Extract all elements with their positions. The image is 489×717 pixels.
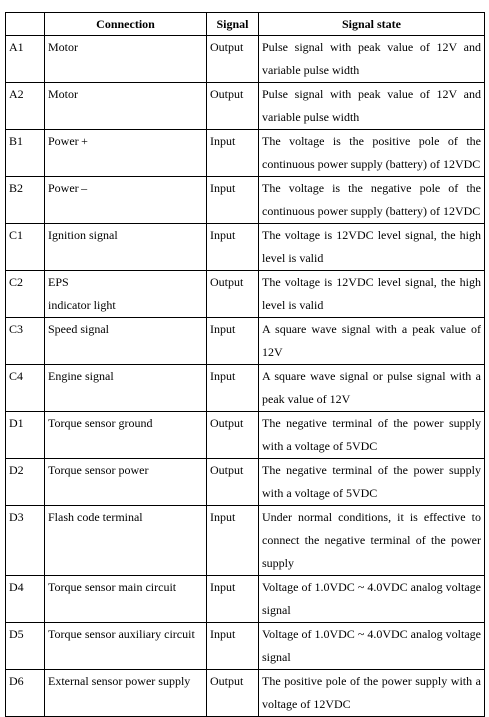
table-row xyxy=(6,36,485,83)
connection-cell: Motor xyxy=(45,36,207,83)
signal-cell: Input xyxy=(207,623,259,670)
signal-state-cell: The voltage is the negative pole of the continuous power supply (battery) of 12VDC xyxy=(259,177,485,224)
table-row xyxy=(6,271,485,318)
pin-id: A2 xyxy=(6,83,45,130)
signal-state-cell: The voltage is the positive pole of the continuous power supply (battery) of 12VDC xyxy=(259,130,485,177)
signal-state-cell: Voltage of 1.0VDC ~ 4.0VDC analog voltage signal xyxy=(259,576,485,623)
signal-cell: Output xyxy=(207,271,259,318)
signal-state-cell: Voltage of 1.0VDC ~ 4.0VDC analog voltage signal xyxy=(259,623,485,670)
table-row xyxy=(6,365,485,412)
signal-state-cell: Pulse signal with peak value of 12V and variable pulse width xyxy=(259,36,485,83)
pin-id: D5 xyxy=(6,623,45,670)
signal-state-cell: The voltage is 12VDC level signal, the high level is valid xyxy=(259,271,485,318)
signal-cell: Output xyxy=(207,412,259,459)
pin-id: C2 xyxy=(6,271,45,318)
signal-cell: Input xyxy=(207,576,259,623)
table-row xyxy=(6,83,485,130)
header-id xyxy=(6,13,45,36)
pin-id: C1 xyxy=(6,224,45,271)
table-row xyxy=(6,623,485,670)
connection-cell: Speed signal xyxy=(45,318,207,365)
pin-id: A1 xyxy=(6,36,45,83)
signal-cell: Output xyxy=(207,670,259,717)
table-row xyxy=(6,506,485,576)
pin-id: C3 xyxy=(6,318,45,365)
pin-id: D3 xyxy=(6,506,45,576)
table-row xyxy=(6,177,485,224)
connector-signal-table xyxy=(5,12,485,717)
connection-cell: External sensor power supply xyxy=(45,670,207,717)
header-signal: Signal xyxy=(207,13,259,36)
signal-cell: Input xyxy=(207,130,259,177)
signal-cell: Input xyxy=(207,224,259,271)
connection-cell: Power + xyxy=(45,130,207,177)
signal-cell: Input xyxy=(207,177,259,224)
signal-state-cell: The voltage is 12VDC level signal, the high level is valid xyxy=(259,224,485,271)
pin-id: C4 xyxy=(6,365,45,412)
pin-id: D6 xyxy=(6,670,45,717)
connection-cell: EPS indicator light xyxy=(45,271,207,318)
table-row xyxy=(6,412,485,459)
pin-id: D4 xyxy=(6,576,45,623)
table-row xyxy=(6,670,485,717)
connection-cell: Torque sensor auxiliary circuit xyxy=(45,623,207,670)
connection-cell: Torque sensor power xyxy=(45,459,207,506)
signal-state-cell: Pulse signal with peak value of 12V and variable pulse width xyxy=(259,83,485,130)
signal-cell: Output xyxy=(207,83,259,130)
signal-state-cell: A square wave signal with a peak value of 12V xyxy=(259,318,485,365)
signal-state-cell: Under normal conditions, it is effective to connect the negative terminal of the power supply xyxy=(259,506,485,576)
connection-cell: Power – xyxy=(45,177,207,224)
signal-cell: Output xyxy=(207,459,259,506)
pin-id: D1 xyxy=(6,412,45,459)
table-row xyxy=(6,576,485,623)
signal-state-cell: The positive pole of the power supply with a voltage of 12VDC xyxy=(259,670,485,717)
connection-cell: Engine signal xyxy=(45,365,207,412)
connection-cell: Motor xyxy=(45,83,207,130)
header-connection: Connection xyxy=(45,13,207,36)
table-row xyxy=(6,130,485,177)
signal-state-cell: The negative terminal of the power supply with a voltage of 5VDC xyxy=(259,412,485,459)
signal-cell: Input xyxy=(207,365,259,412)
header-row xyxy=(6,13,485,36)
connection-cell: Ignition signal xyxy=(45,224,207,271)
connection-cell: Torque sensor main circuit xyxy=(45,576,207,623)
signal-cell: Input xyxy=(207,506,259,576)
table-row xyxy=(6,459,485,506)
pin-id: D2 xyxy=(6,459,45,506)
header-signal-state: Signal state xyxy=(259,13,485,36)
connection-cell: Torque sensor ground xyxy=(45,412,207,459)
table-row xyxy=(6,224,485,271)
pin-id: B2 xyxy=(6,177,45,224)
connection-cell: Flash code terminal xyxy=(45,506,207,576)
signal-state-cell: A square wave signal or pulse signal with a peak value of 12V xyxy=(259,365,485,412)
signal-cell: Input xyxy=(207,318,259,365)
signal-state-cell: The negative terminal of the power supply with a voltage of 5VDC xyxy=(259,459,485,506)
table-row xyxy=(6,318,485,365)
pin-id: B1 xyxy=(6,130,45,177)
signal-cell: Output xyxy=(207,36,259,83)
